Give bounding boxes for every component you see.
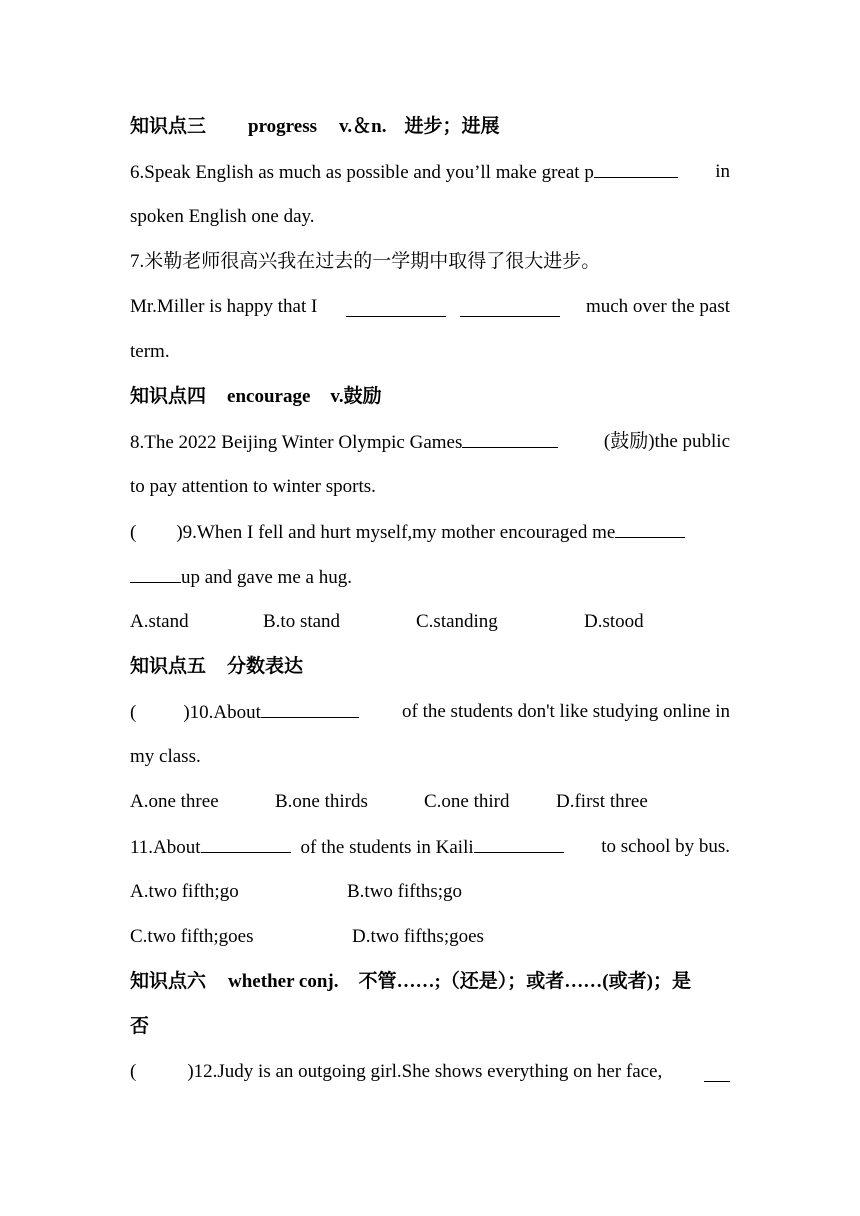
question-6-line-2: spoken English one day. xyxy=(130,206,315,227)
question-11-options-row-1 xyxy=(130,877,730,907)
q12-paren: ( xyxy=(130,1061,137,1082)
question-9-options xyxy=(130,607,730,637)
q11-option-b[interactable]: B.two fifths;go xyxy=(347,881,463,902)
q11-end: to school by bus. xyxy=(601,836,730,857)
section-title: 知识点三 xyxy=(130,116,207,137)
q6-text: 6.Speak English as much as possible and you’ll make great p xyxy=(130,162,594,183)
section-title: 知识点五 xyxy=(130,656,207,677)
q9-blank-1[interactable] xyxy=(615,517,685,538)
section-word: progress xyxy=(248,116,317,137)
section-meaning: 分数表达 xyxy=(227,656,304,677)
q8-blank[interactable] xyxy=(462,427,558,448)
q6-line-end: in xyxy=(715,161,730,182)
section-word: encourage xyxy=(227,386,311,407)
q8-end: (鼓励)the public xyxy=(603,431,730,452)
q10-option-c[interactable]: C.one third xyxy=(424,791,510,812)
question-7-chinese: 7.米勒老师很高兴我在过去的一学期中取得了很大进步。 xyxy=(130,251,601,272)
q7-blank-1[interactable] xyxy=(346,296,446,317)
q11-middle: of the students in Kaili xyxy=(300,837,474,858)
section-heading-3 xyxy=(130,112,730,142)
question-9-line-2 xyxy=(130,562,730,592)
question-8-line-2: to pay attention to winter sports. xyxy=(130,476,376,497)
question-12-line-1 xyxy=(130,1057,730,1087)
q7-start: Mr.Miller is happy that I xyxy=(130,296,318,317)
q9-option-c[interactable]: C.standing xyxy=(416,611,498,632)
section-heading-4 xyxy=(130,382,730,412)
q11-blank-1[interactable] xyxy=(201,832,291,853)
section-meaning: 进步；进展 xyxy=(404,116,500,137)
question-11-options-row-2 xyxy=(130,922,730,952)
question-10-options xyxy=(130,787,730,817)
question-7-line-2: term. xyxy=(130,341,170,362)
section-heading-5 xyxy=(130,652,730,682)
section-title: 知识点六 xyxy=(130,971,207,992)
question-6-line-1 xyxy=(130,157,730,187)
section-word: whether conj. xyxy=(228,971,339,992)
q11-blank-2[interactable] xyxy=(474,832,564,853)
q10-option-a[interactable]: A.one three xyxy=(130,791,219,812)
q7-end: much over the past xyxy=(585,296,730,317)
q10-end: of the students don't like studying online in xyxy=(402,701,730,722)
q10-option-b[interactable]: B.one thirds xyxy=(275,791,368,812)
q12-blank[interactable] xyxy=(704,1061,730,1082)
question-9-line-1 xyxy=(130,517,730,547)
question-11-line-1 xyxy=(130,832,730,862)
q11-option-a[interactable]: A.two fifth;go xyxy=(130,881,239,902)
q9-option-b[interactable]: B.to stand xyxy=(263,611,341,632)
q9-text: )9.When I fell and hurt myself,my mother encouraged me xyxy=(176,522,616,543)
question-8-line-1 xyxy=(130,427,730,457)
q9-line2-end: up and gave me a hug. xyxy=(181,567,352,588)
q12-text: )12.Judy is an outgoing girl.She shows everything on her face, xyxy=(187,1061,663,1082)
q9-option-a[interactable]: A.stand xyxy=(130,611,189,632)
q11-start: 11.About xyxy=(130,837,201,858)
q9-paren: ( xyxy=(130,522,137,543)
q9-option-d[interactable]: D.stood xyxy=(584,611,644,632)
section-heading-6-line-2: 否 xyxy=(130,1016,150,1037)
section-title: 知识点四 xyxy=(130,386,207,407)
q8-start: 8.The 2022 Beijing Winter Olympic Games xyxy=(130,432,463,453)
section-heading-6 xyxy=(130,967,730,997)
q10-blank[interactable] xyxy=(261,697,359,718)
section-pos: v.＆n. xyxy=(338,116,387,137)
section-meaning: 不管……;（还是）；或者……(或者)；是 xyxy=(358,971,691,992)
q10-start: )10.About xyxy=(183,702,261,723)
q11-option-c[interactable]: C.two fifth;goes xyxy=(130,926,254,947)
q10-option-d[interactable]: D.first three xyxy=(556,791,648,812)
q11-option-d[interactable]: D.two fifths;goes xyxy=(352,926,484,947)
question-7-english xyxy=(130,292,730,322)
question-10-line-2: my class. xyxy=(130,746,201,767)
question-10-line-1 xyxy=(130,697,730,727)
q9-blank-2[interactable] xyxy=(130,562,181,583)
q7-blank-2[interactable] xyxy=(460,296,560,317)
section-meaning: v.鼓励 xyxy=(330,386,382,407)
document-page xyxy=(130,0,730,1216)
q10-paren: ( xyxy=(130,702,137,723)
q6-blank[interactable] xyxy=(594,157,678,178)
